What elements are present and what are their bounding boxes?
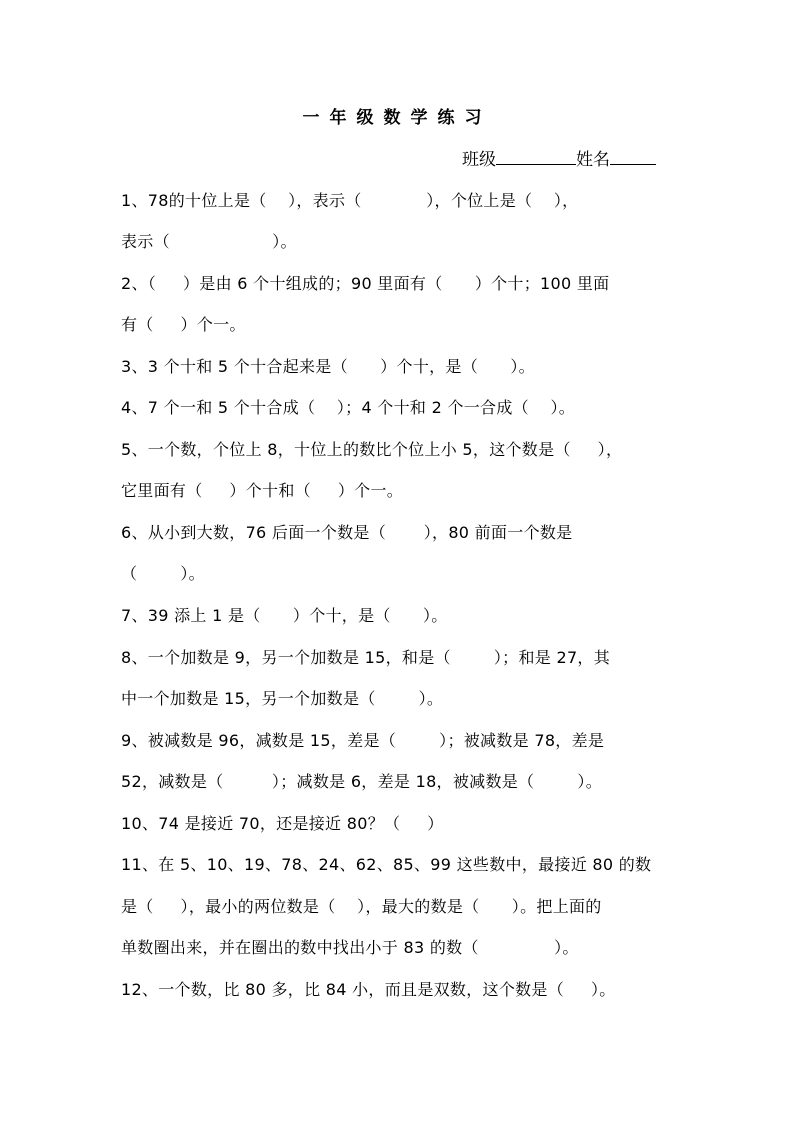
question-2-line-1: 2、（ ）是由 6 个十组成的；90 里面有（ ）个十；100 里面 (121, 274, 610, 293)
question-5-line-1: 5、一个数，个位上 8，十位上的数比个位上小 5，这个数是（ ）， (121, 440, 623, 459)
class-name-row (462, 147, 656, 172)
question-1-line-2: 表示（ ）。 (121, 232, 297, 251)
question-3-line-1: 3、3 个十和 5 个十合起来是（ ）个十，是（ ）。 (121, 357, 535, 376)
name-label: 姓名 (576, 150, 610, 170)
question-11-line-2: 是（ ），最小的两位数是（ ），最大的数是（ ）。把上面的 (121, 897, 602, 916)
question-9-line-2: 52，减数是（ ）；减数是 6，差是 18，被减数是（ ）。 (121, 772, 603, 791)
question-6-line-2: （ ）。 (121, 564, 205, 583)
question-9-line-1: 9、被减数是 96，减数是 15，差是（ ）；被减数是 78，差是 (121, 731, 605, 750)
question-5-line-2: 它里面有（ ）个十和（ ）个一。 (121, 481, 404, 500)
question-8-line-1: 8、一个加数是 9，另一个加数是 15，和是（ ）；和是 27，其 (121, 648, 611, 667)
question-8-line-2: 中一个加数是 15，另一个加数是（ ）。 (121, 689, 444, 708)
question-6-line-1: 6、从小到大数，76 后面一个数是（ ），80 前面一个数是 (121, 523, 573, 542)
question-11-line-3: 单数圈出来，并在圈出的数中找出小于 83 的数（ ）。 (121, 938, 579, 957)
class-blank[interactable] (496, 147, 576, 165)
question-11-line-1: 11、在 5、10、19、78、24、62、85、99 这些数中，最接近 80 的数 (121, 855, 652, 874)
name-blank[interactable] (610, 147, 656, 165)
question-2-line-2: 有（ ）个一。 (121, 315, 246, 334)
question-1-line-1: 1、78的十位上是（ ），表示（ ），个位上是（ ）， (121, 191, 579, 210)
question-7-line-1: 7、39 添上 1 是（ ）个十，是（ ）。 (121, 606, 448, 625)
question-4-line-1: 4、7 个一和 5 个十合成（ ）；4 个十和 2 个一合成（ ）。 (121, 398, 576, 417)
question-12-line-1: 12、一个数，比 80 多，比 84 小，而且是双数，这个数是（ ）。 (121, 980, 616, 999)
question-10-line-1: 10、74 是接近 70，还是接近 80？（ ） (121, 814, 444, 833)
class-label: 班级 (462, 150, 496, 170)
page-title: 一年级数学练习 (302, 108, 492, 128)
